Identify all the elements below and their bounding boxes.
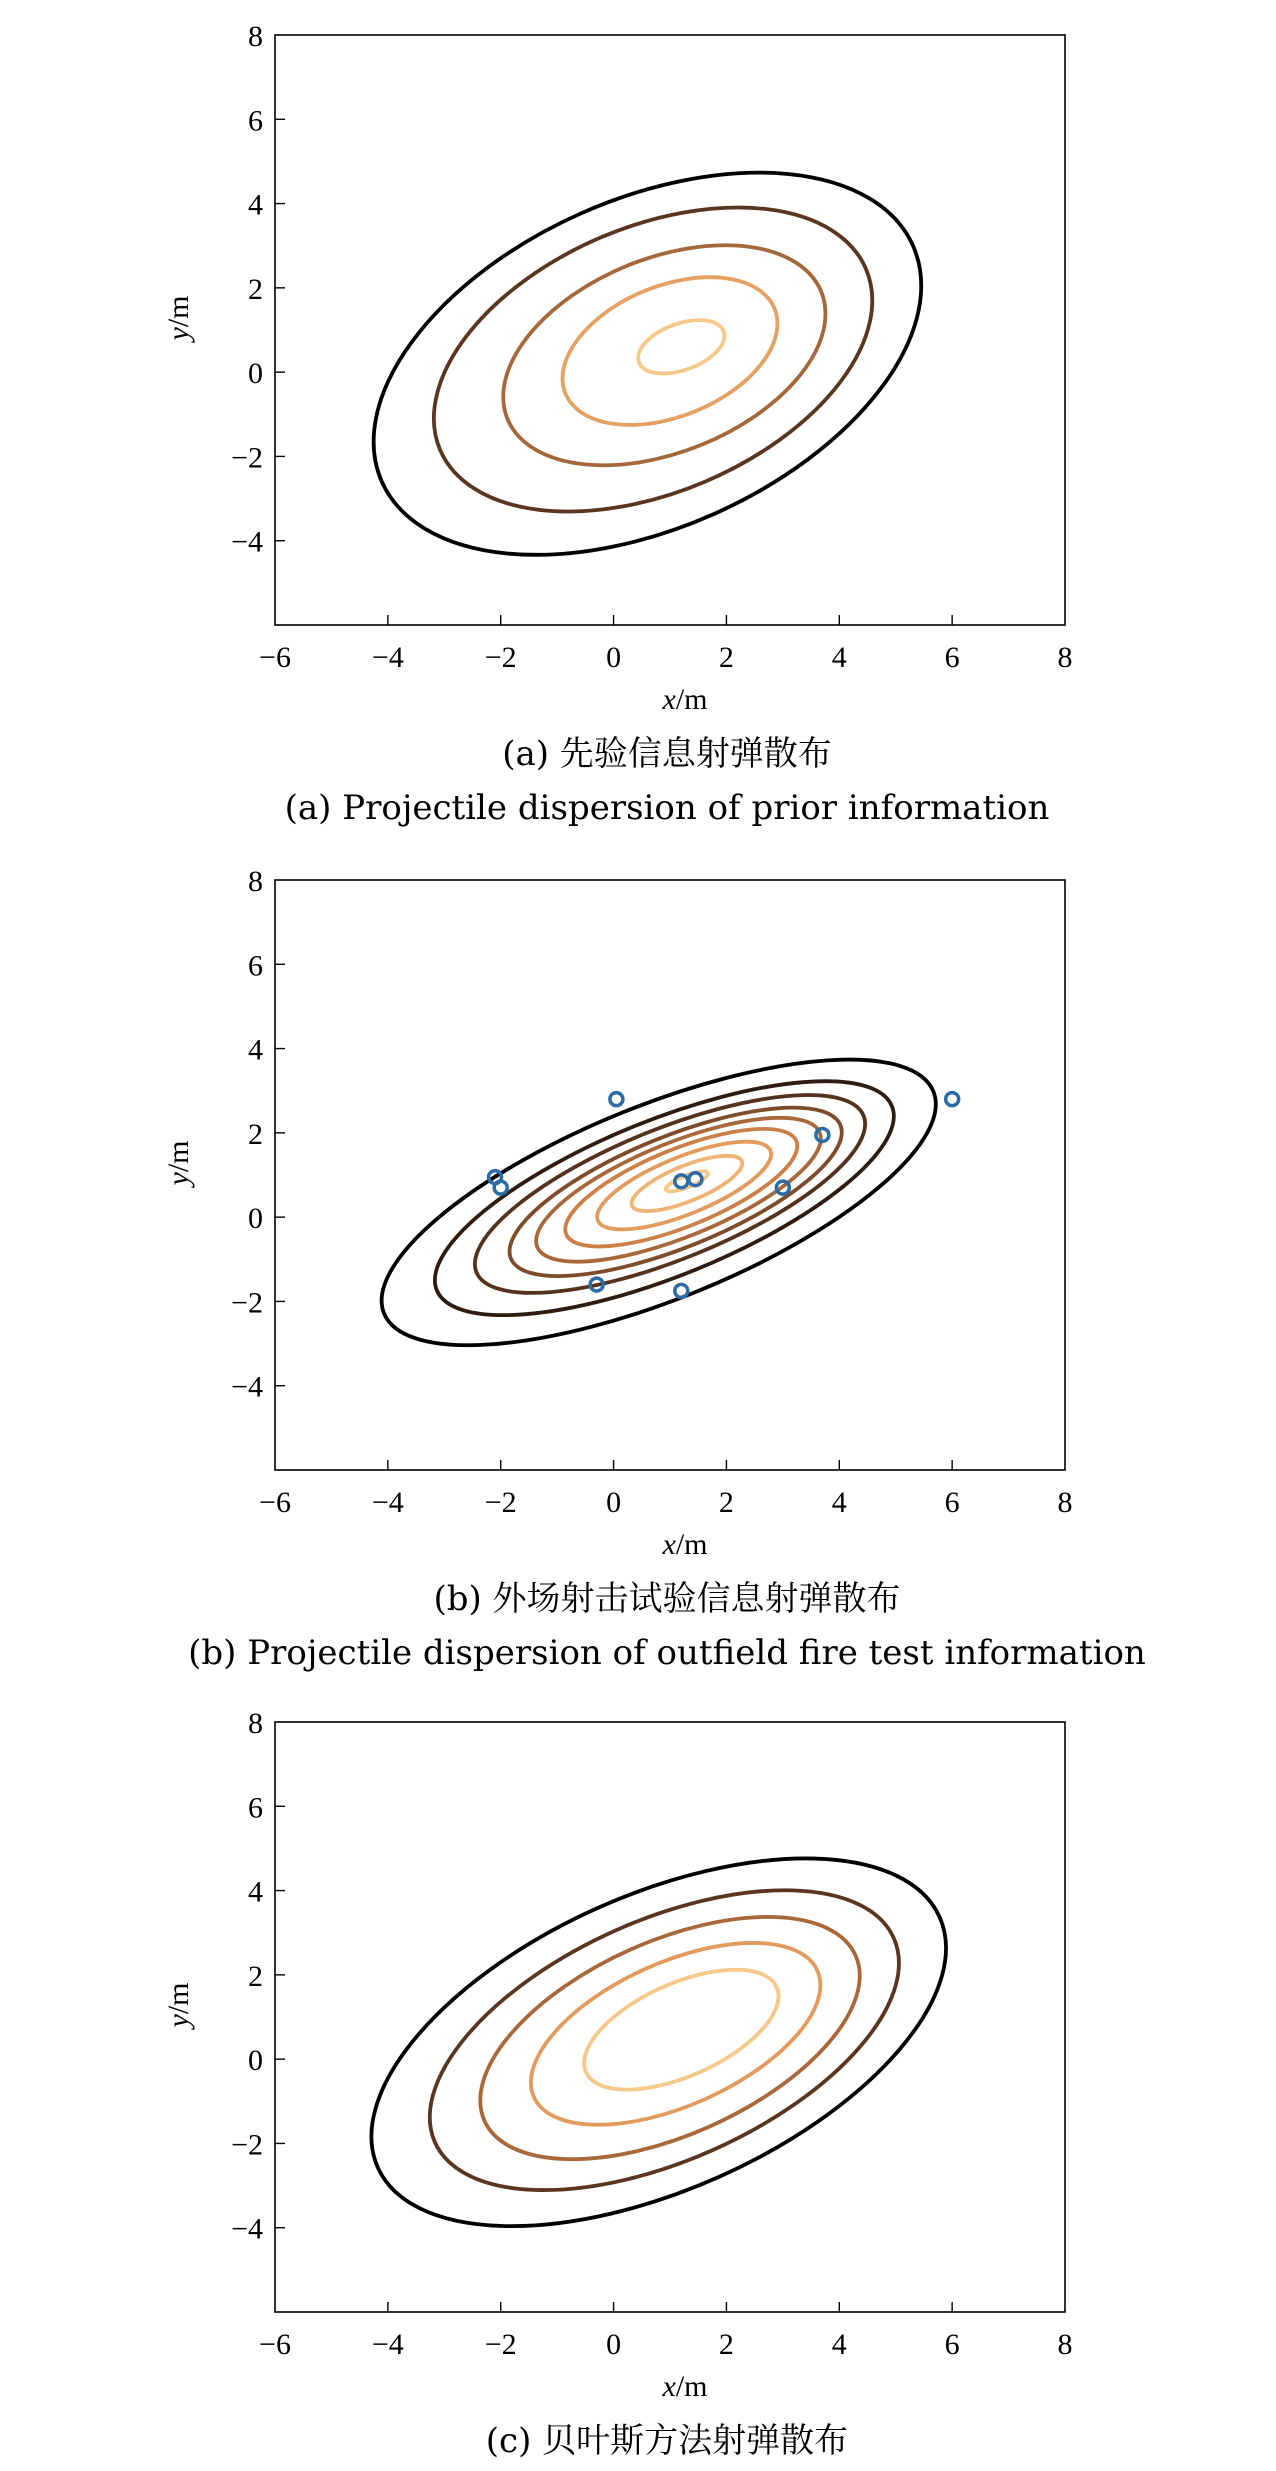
x-tick-label: −6 [259,641,291,674]
y-tick-label: 6 [248,104,263,138]
contours-c [318,1782,1000,2302]
y-tick-label: 8 [248,1707,263,1740]
plot-frame-b [275,880,1065,1470]
contours-a [315,95,980,632]
contour-level-1 [567,1945,795,2115]
y-tick-label: 0 [248,357,263,391]
y-axis-label-b: y/m [162,1140,195,1186]
y-tick-label: −4 [231,1370,263,1404]
x-tick-label: −6 [259,2328,291,2361]
y-tick-label: 2 [248,1959,263,1993]
x-tick-label: 2 [718,2328,734,2361]
plot-frame-c [275,1722,1065,2312]
x-tick-label: 4 [831,2328,847,2361]
panel-a [162,20,1073,828]
caption-cn-c: (c) 贝叶斯方法射弹散布 [485,2421,849,2461]
data-point [946,1093,959,1106]
y-tick-label: 4 [248,1875,263,1909]
y-tick-label: −2 [231,441,263,475]
x-tick-label: −2 [484,1486,517,1519]
contour-level-2 [505,1905,847,2162]
plot-frame-a [275,35,1065,625]
y-tick-label: −4 [231,525,263,559]
caption-cn-a: (a) 先验信息射弹散布 [502,734,832,774]
y-tick-label: 2 [248,1117,263,1151]
y-tick-label: 0 [248,2044,263,2078]
x-tick-label: −4 [371,641,404,674]
contours-b [348,1002,970,1404]
caption-en-a: (a) Projectile dispersion of prior information [284,788,1050,828]
x-tick-label: −2 [484,2328,517,2361]
y-tick-label: −2 [231,1286,263,1320]
y-tick-label: 4 [248,1033,263,1067]
contour-level-2 [541,248,799,454]
x-tick-label: 0 [606,1486,622,1519]
x-ticks-a [259,615,1072,674]
y-tick-label: 2 [248,272,263,306]
y-tick-label: 8 [248,20,263,53]
x-tick-label: 6 [944,2328,960,2361]
x-axis-label-a: x/m [662,683,708,716]
x-ticks-b [259,1460,1072,1519]
y-tick-label: 0 [248,1202,263,1236]
x-tick-label: −4 [371,2328,404,2361]
contour-level-3 [445,1867,895,2209]
x-tick-label: 4 [831,641,847,674]
y-axis-label-a: y/m [162,295,195,341]
x-tick-label: 0 [606,641,622,674]
x-tick-label: 8 [1057,2328,1073,2361]
y-tick-label: 4 [248,188,263,222]
x-tick-label: 6 [944,641,960,674]
contour-level-4 [388,147,918,572]
y-tick-label: 8 [248,865,263,898]
y-axis-label-c: y/m [162,1982,195,2028]
y-tick-label: 6 [248,1791,263,1825]
x-tick-label: −4 [371,1486,404,1519]
contour-level-4 [386,1828,942,2252]
x-tick-label: 0 [606,2328,622,2361]
points-b [489,1093,959,1298]
contour-level-9 [348,1002,970,1404]
panel-c [162,1707,1073,2471]
x-tick-label: 6 [944,1486,960,1519]
y-ticks-b [231,865,285,1404]
panel-b [162,865,1146,1673]
contour-level-5 [318,1782,1000,2302]
y-ticks-c [231,1707,285,2246]
y-tick-label: −4 [231,2212,263,2246]
contour-level-8 [408,1034,922,1362]
x-tick-label: 2 [718,641,734,674]
caption-cn-b: (b) 外场射击试验信息射弹散布 [433,1579,901,1619]
x-tick-label: 8 [1057,641,1073,674]
y-tick-label: 6 [248,949,263,983]
x-tick-label: −2 [484,641,517,674]
x-axis-label-c: x/m [662,2370,708,2403]
x-tick-label: 2 [718,1486,734,1519]
x-ticks-c [259,2302,1072,2361]
x-axis-label-b: x/m [662,1528,708,1561]
x-tick-label: −6 [259,1486,291,1519]
y-tick-label: −2 [231,2128,263,2162]
data-point [610,1093,623,1106]
x-tick-label: 8 [1057,1486,1073,1519]
data-point [675,1284,688,1297]
y-ticks-a [231,20,285,559]
caption-en-b: (b) Projectile dispersion of outfield fire test information [188,1633,1146,1673]
x-tick-label: 4 [831,1486,847,1519]
contour-level-5 [315,95,980,632]
contour-level-3 [471,202,858,509]
contour-level-1 [631,310,732,384]
